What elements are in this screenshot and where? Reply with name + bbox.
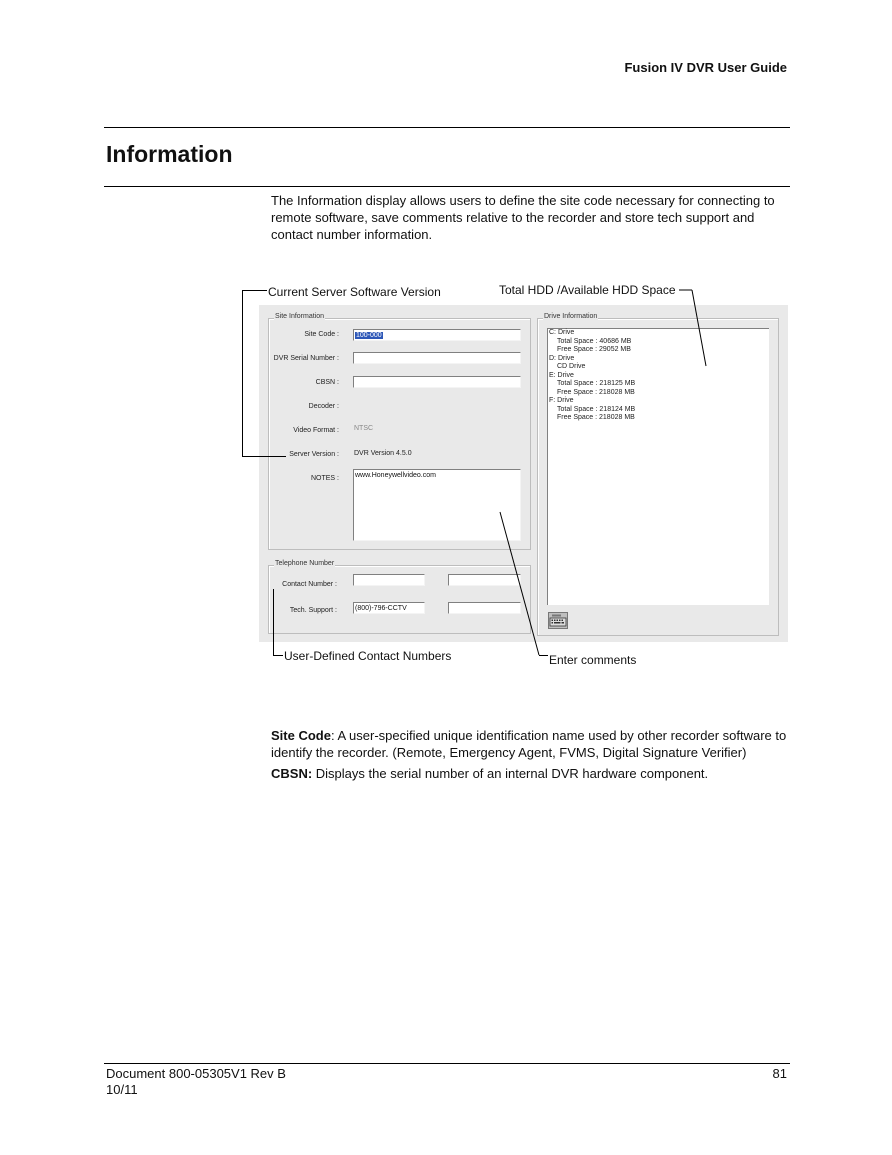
site-code-value: 100-000 [356,332,382,339]
contact-number-label: Contact Number : [282,581,337,588]
comments-leader [500,512,539,655]
tech-support-input-1[interactable]: (800)-796-CCTV [353,602,425,614]
footer-document: Document 800-05305V1 Rev B [106,1066,286,1081]
drive-line: Free Space : 218028 MB [557,414,635,421]
notes-label: NOTES : [310,475,339,482]
site-information-legend: Site Information [275,313,325,320]
page-number: 81 [772,1066,787,1081]
telephone-legend: Telephone Number [275,560,335,567]
site-code-definition [271,727,791,761]
drive-line: Free Space : 29052 MB [557,346,631,353]
callout-hdd-space: Total HDD /Available HDD Space [499,283,676,297]
video-format-value: NTSC [354,425,374,432]
hdd-leader [692,290,706,366]
drive-line: Free Space : 218028 MB [557,388,635,396]
server-version-value: DVR Version 4.5.0 [354,450,412,457]
drive-line: CD Drive [557,363,586,370]
notes-textarea[interactable]: www.Honeywellvideo.com [353,469,521,541]
video-format-label: Video Format : [293,427,339,434]
footer-rule [104,1063,790,1064]
drive-line: Total Space : 218125 MB [557,380,636,387]
cbsn-definition [271,765,791,782]
cbsn-term: CBSN: [271,766,313,781]
server-version-label: Server Version : [289,451,339,458]
tech-support-label: Tech. Support : [289,607,337,614]
callout-contact-numbers: User-Defined Contact Numbers [284,649,452,663]
drive-line: Total Space : 40686 MB [557,337,632,345]
drive-line: Total Space : 218124 MB [557,405,636,413]
drive-line: D: Drive [549,354,575,362]
site-code-term: Site Code [271,728,331,743]
callout-server-version: Current Server Software Version [268,285,441,299]
cbsn-text: Displays the serial number of an internal DVR hardware component. [312,766,709,781]
cbsn-label: CBSN : [315,379,339,386]
drive-information-legend: Drive Information [544,313,598,320]
drive-line: E: Drive [549,371,574,379]
site-code-text: : A user-specified unique identification name used by other recorder software to identify the recorder. (Remote, Emergency Agent, FVMS, Digital Signature Verifier) [271,728,787,760]
dvr-serial-label: DVR Serial Number : [273,355,339,362]
decoder-label: Decoder : [308,403,339,410]
section-title: Information [106,141,233,167]
drive-line: F: Drive [549,397,574,404]
intro-paragraph: The Information display allows users to define the site code necessary for connecting to remote software, save comments relative to the recorder and store tech support and contact number information. [271,193,775,242]
running-header: Fusion IV DVR User Guide [624,60,787,75]
callout-comments: Enter comments [549,653,637,667]
footer-date: 10/11 [106,1082,138,1097]
drive-line: C: Drive [549,329,575,336]
site-code-label: Site Code : [304,331,339,338]
